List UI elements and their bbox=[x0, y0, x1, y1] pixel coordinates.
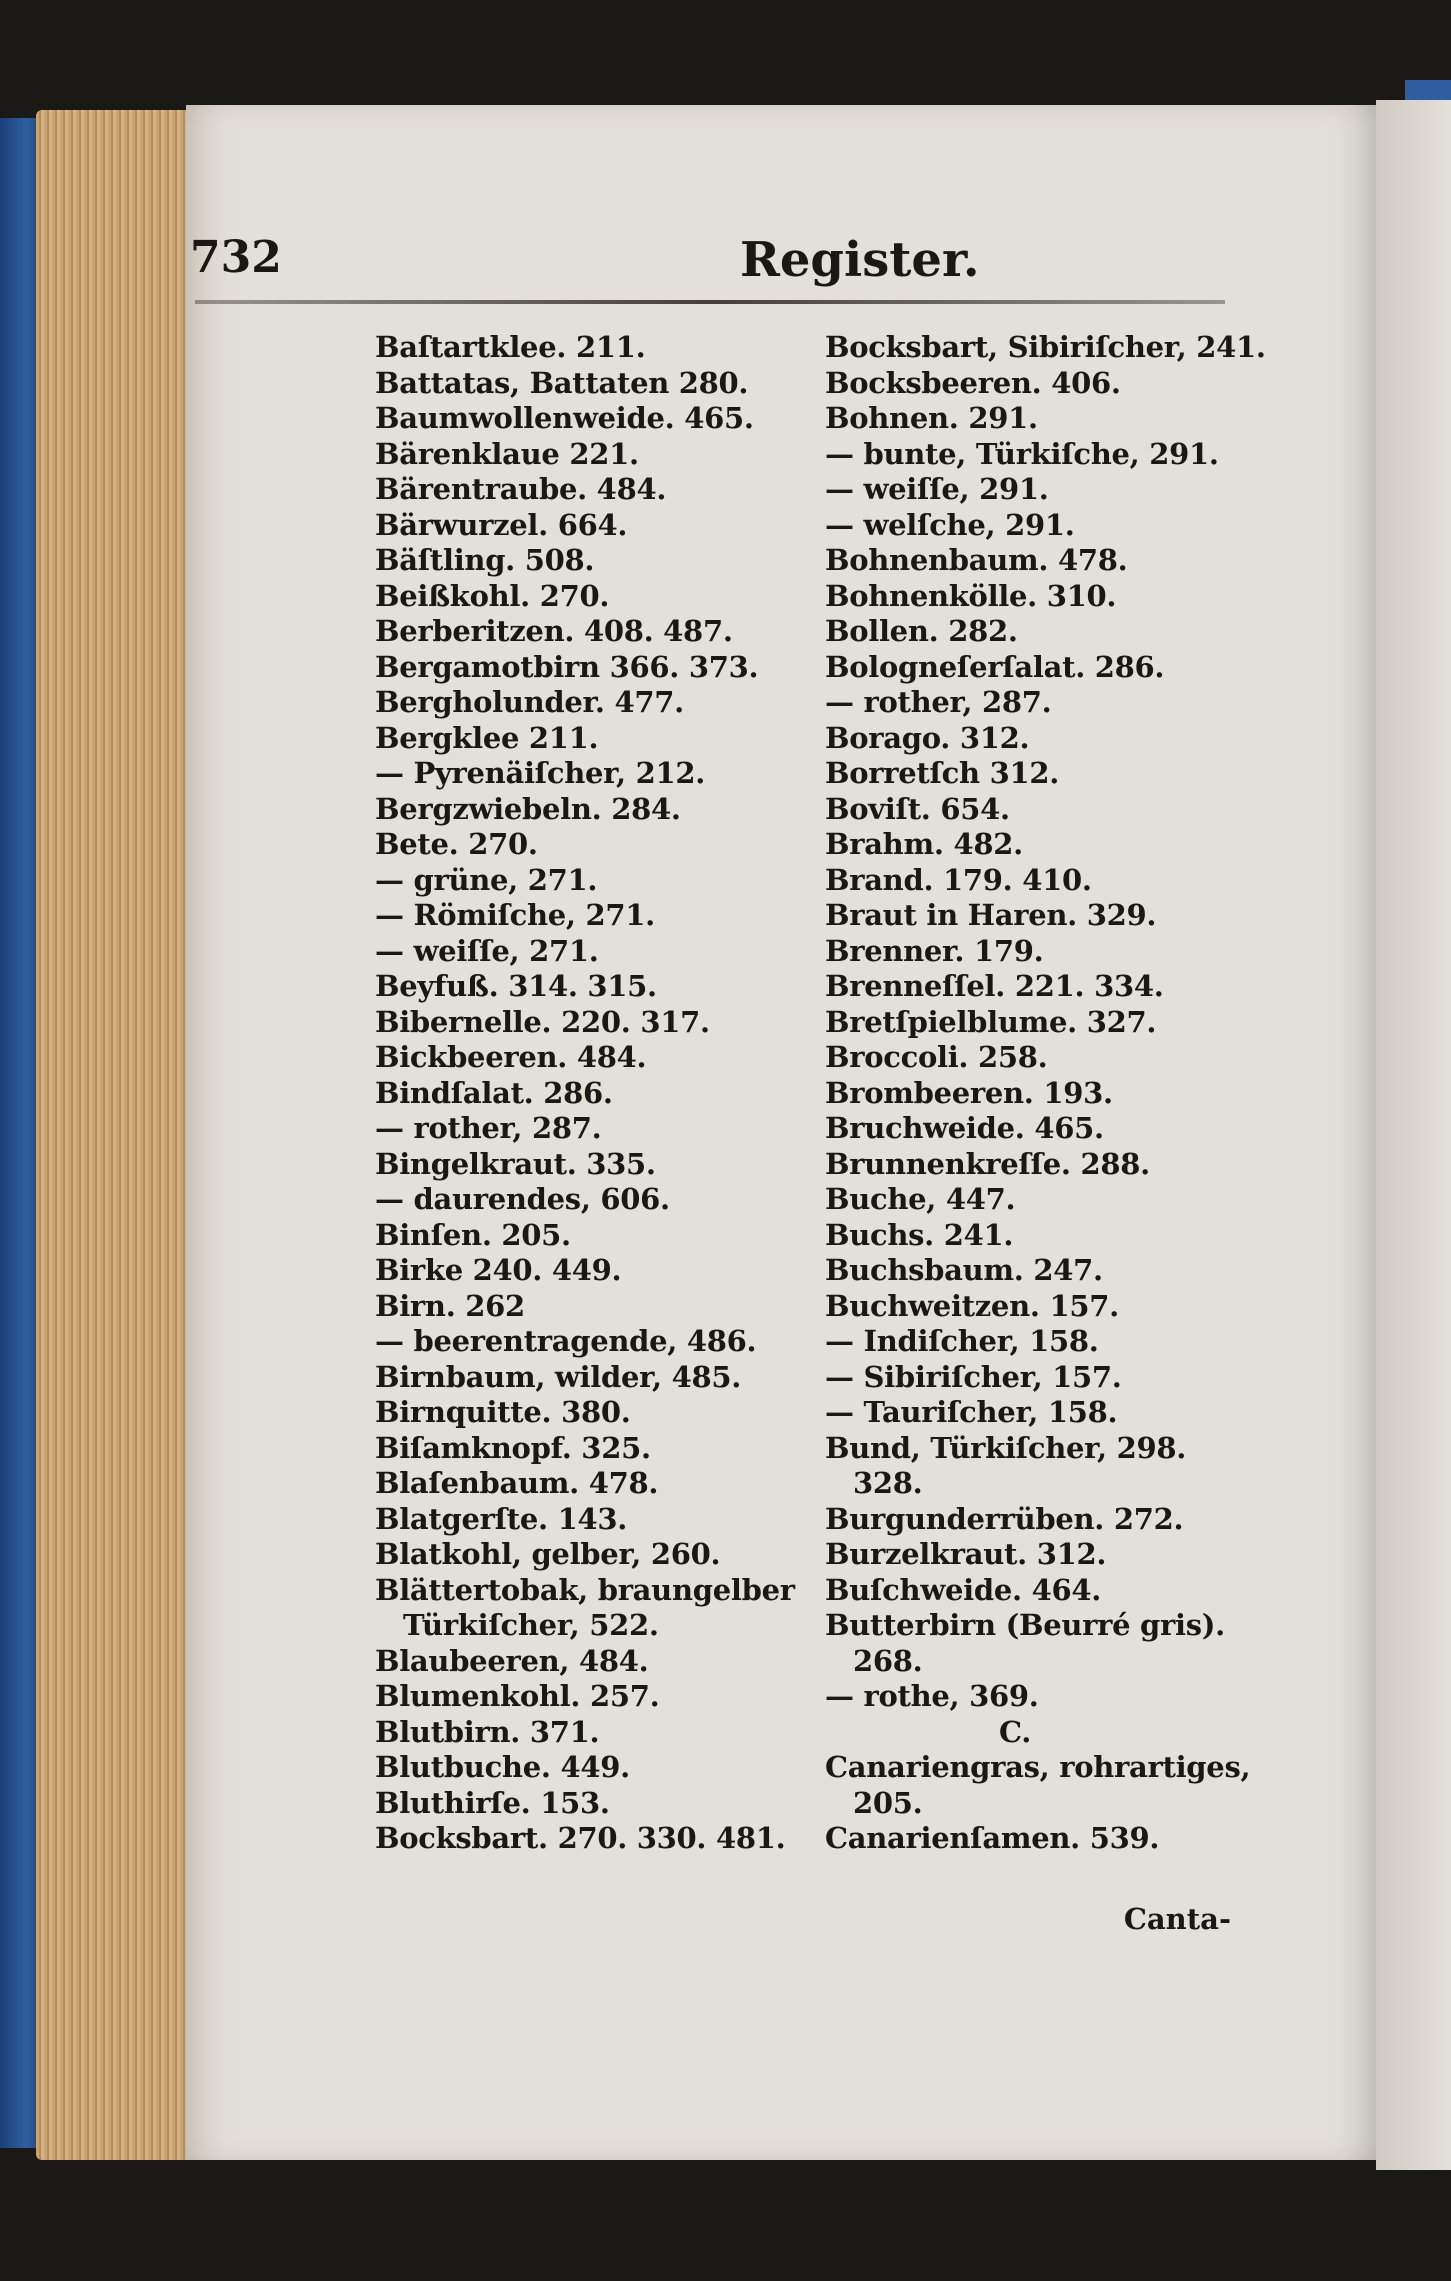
index-entry: — weiſſe, 291. bbox=[825, 472, 1049, 506]
index-entry: Blutbirn. 371. bbox=[375, 1714, 600, 1749]
index-entry: Biſamknopf. 325. bbox=[375, 1430, 651, 1465]
index-entry: Baumwollenweide. 465. bbox=[375, 401, 754, 435]
index-entry: Broccoli. 258. bbox=[825, 1040, 1048, 1074]
facing-page bbox=[1376, 100, 1451, 2170]
index-entry: Bete. 270. bbox=[375, 827, 538, 861]
page-number: 732 bbox=[190, 232, 282, 283]
page-header bbox=[190, 232, 1220, 302]
header-rule bbox=[195, 300, 1225, 304]
index-entry: Beyfuß. 314. 315. bbox=[375, 969, 657, 1003]
index-entry: Bergklee 211. bbox=[375, 720, 599, 755]
index-entry: Bärentraube. 484. bbox=[375, 472, 667, 506]
index-entry: Birnbaum, wilder, 485. bbox=[375, 1359, 742, 1394]
index-entry: — rother, 287. bbox=[375, 1111, 602, 1145]
index-entry: — rothe, 369. bbox=[825, 1679, 1039, 1713]
index-entry: — grüne, 271. bbox=[375, 862, 598, 897]
index-entry: Blatkohl, gelber, 260. bbox=[375, 1537, 721, 1571]
index-entry: — beerentragende, 486. bbox=[375, 1324, 757, 1358]
index-entry: Birnquitte. 380. bbox=[375, 1395, 631, 1429]
left-index-column bbox=[375, 330, 815, 1857]
index-entry: Buchsbaum. 247. bbox=[825, 1253, 1103, 1287]
index-entry: Bohnen. 291. bbox=[825, 401, 1038, 435]
index-entry: Brenner. 179. bbox=[825, 933, 1044, 968]
index-entry: Bickbeeren. 484. bbox=[375, 1040, 647, 1074]
index-entry: Canariengras, rohrartiges, bbox=[825, 1750, 1251, 1784]
index-entry: Bruchweide. 465. bbox=[825, 1111, 1104, 1145]
index-entry: Butterbirn (Beurré gris). bbox=[825, 1608, 1225, 1642]
index-entry: Borretſch 312. bbox=[825, 756, 1060, 790]
index-entry: Türkiſcher, 522. bbox=[403, 1608, 659, 1642]
index-entry: 205. bbox=[853, 1785, 923, 1820]
index-entry: 268. bbox=[853, 1643, 923, 1678]
index-entry: — Indiſcher, 158. bbox=[825, 1324, 1099, 1358]
index-entry: Blatgerſte. 143. bbox=[375, 1501, 628, 1536]
index-entry: Canarienſamen. 539. bbox=[825, 1821, 1160, 1855]
index-entry: Bindſalat. 286. bbox=[375, 1075, 613, 1110]
index-entry: Bretſpielblume. 327. bbox=[825, 1004, 1157, 1039]
index-entry: Buche, 447. bbox=[825, 1182, 1016, 1216]
index-entry: Blumenkohl. 257. bbox=[375, 1679, 660, 1713]
right-index-column bbox=[825, 330, 1265, 1857]
index-entry: Blutbuche. 449. bbox=[375, 1750, 630, 1784]
index-entry: Blättertobak, braungelber bbox=[375, 1572, 795, 1607]
index-entry: Binſen. 205. bbox=[375, 1217, 571, 1252]
catchword: Canta- bbox=[1123, 1902, 1231, 1936]
index-entry: Battatas, Battaten 280. bbox=[375, 365, 749, 400]
index-entry: Bärwurzel. 664. bbox=[375, 507, 628, 542]
index-entry: Borago. 312. bbox=[825, 720, 1030, 755]
index-entry: Bohnenkölle. 310. bbox=[825, 578, 1117, 613]
index-entry: Birn. 262 bbox=[375, 1288, 525, 1323]
index-entry: Bund, Türkiſcher, 298. bbox=[825, 1430, 1187, 1465]
index-entry: Brunnenkreſſe. 288. bbox=[825, 1146, 1150, 1181]
index-entry: Bohnenbaum. 478. bbox=[825, 543, 1128, 577]
index-entry: — welſche, 291. bbox=[825, 507, 1075, 542]
index-entry: Bingelkraut. 335. bbox=[375, 1146, 656, 1181]
index-entry: — daurendes, 606. bbox=[375, 1182, 670, 1216]
index-entry: Berberitzen. 408. 487. bbox=[375, 614, 733, 648]
index-entry: Buſchweide. 464. bbox=[825, 1572, 1101, 1607]
index-entry: Bärenklaue 221. bbox=[375, 436, 639, 471]
index-entry: Bergzwiebeln. 284. bbox=[375, 791, 681, 826]
page-edges bbox=[36, 110, 186, 2160]
index-entry: — Tauriſcher, 158. bbox=[825, 1395, 1118, 1429]
index-entry: 328. bbox=[853, 1466, 923, 1500]
index-entry: Bergholunder. 477. bbox=[375, 685, 684, 719]
index-entry: — Römiſche, 271. bbox=[375, 898, 655, 932]
index-entry: Braut in Haren. 329. bbox=[825, 898, 1157, 932]
index-entry: — Pyrenäiſcher, 212. bbox=[375, 756, 706, 790]
index-entry: Brenneſſel. 221. 334. bbox=[825, 969, 1164, 1003]
running-title: Register. bbox=[740, 232, 980, 288]
index-entry: — weiſſe, 271. bbox=[375, 933, 599, 968]
index-entry: Bocksbeeren. 406. bbox=[825, 365, 1121, 400]
index-entry: Bollen. 282. bbox=[825, 614, 1018, 648]
index-entry: Brand. 179. 410. bbox=[825, 862, 1092, 897]
index-entry: Bluthirſe. 153. bbox=[375, 1785, 610, 1820]
index-entry: Beißkohl. 270. bbox=[375, 578, 610, 613]
index-entry: Burzelkraut. 312. bbox=[825, 1537, 1107, 1571]
index-entry: Bergamotbirn 366. 373. bbox=[375, 649, 759, 684]
index-entry: Birke 240. 449. bbox=[375, 1253, 622, 1287]
index-entry: — rother, 287. bbox=[825, 685, 1052, 719]
index-entry: Bäſtling. 508. bbox=[375, 543, 595, 577]
index-entry: Brahm. 482. bbox=[825, 827, 1023, 861]
index-entry: Buchs. 241. bbox=[825, 1217, 1014, 1252]
index-entry: Blaſenbaum. 478. bbox=[375, 1466, 659, 1500]
index-entry: Brombeeren. 193. bbox=[825, 1075, 1113, 1110]
index-entry: Boviſt. 654. bbox=[825, 791, 1010, 826]
index-entry: — Sibiriſcher, 157. bbox=[825, 1359, 1122, 1394]
index-entry: Baſtartklee. 211. bbox=[375, 330, 646, 364]
index-entry: Burgunderrüben. 272. bbox=[825, 1501, 1184, 1536]
index-entry: C. bbox=[998, 1714, 1032, 1749]
index-entry: Bibernelle. 220. 317. bbox=[375, 1004, 710, 1039]
index-entry: Bologneſerſalat. 286. bbox=[825, 649, 1165, 684]
index-entry: Bocksbart. 270. 330. 481. bbox=[375, 1821, 786, 1855]
index-entry: Blaubeeren, 484. bbox=[375, 1643, 649, 1678]
index-entry: — bunte, Türkiſche, 291. bbox=[825, 436, 1219, 471]
index-entry: Bocksbart, Sibiriſcher, 241. bbox=[825, 330, 1266, 364]
index-entry: Buchweitzen. 157. bbox=[825, 1288, 1119, 1323]
